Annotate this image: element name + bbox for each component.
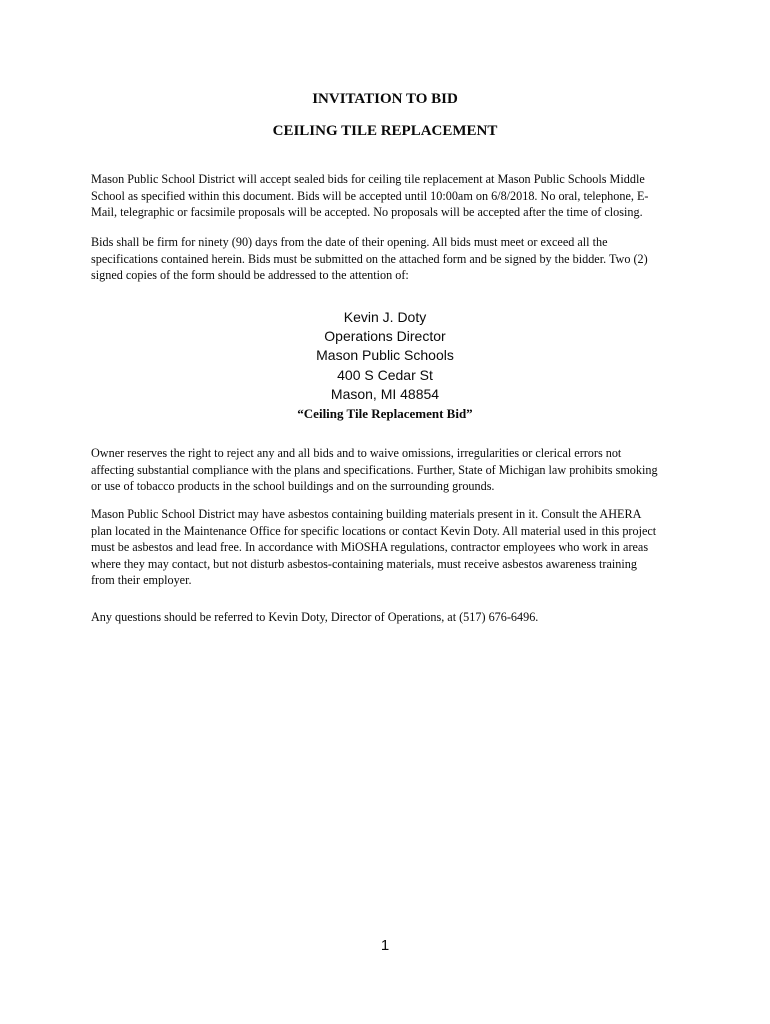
address-street: 400 S Cedar St xyxy=(337,366,433,383)
paragraph-owner-rights: Owner reserves the right to reject any and all bids and to waive omissions, irregularities or clerical errors not affecting substantial compliance with the plans and specifications. Further, State of Michigan law prohibits smoking or use of tobacco products in the school buildings and on the surrounding grounds. xyxy=(91,446,658,494)
paragraph-asbestos-notice: Mason Public School District may have asbestos containing building materials present in it. Consult the AHERA plan located in the Maintenance Office for specific locations or contact Kevin Doty. All material used in this project must be asbestos and lead free. In accordance with MiOSHA regulations, contractor employees who work in areas where they may contact, but not disturb asbestos-containing materials, must receive asbestos awareness training from their employer. xyxy=(91,507,657,588)
address-name: Kevin J. Doty xyxy=(343,309,427,325)
address-block xyxy=(0,308,770,423)
paragraph-bid-terms: Bids shall be firm for ninety (90) days from the date of their opening. All bids must meet or exceed all the specifications contained herein. Bids must be submitted on the attached form and be signed by the bidder. Two (2) signed copies of the form should be addressed to the attention of: xyxy=(91,235,648,283)
questions-contact-line: Any questions should be referred to Kevin Doty, Director of Operations, at (517) 676-6496. xyxy=(91,610,539,624)
address-city-state-zip: Mason, MI 48854 xyxy=(330,385,440,402)
page-number: 1 xyxy=(380,937,390,954)
bid-reference-label: “Ceiling Tile Replacement Bid” xyxy=(297,406,473,422)
document-title: INVITATION TO BID xyxy=(312,91,458,107)
address-organization: Mason Public Schools xyxy=(316,347,454,364)
paragraph-intro: Mason Public School District will accept sealed bids for ceiling tile replacement at Mason Public Schools Middle School as specified within this document. Bids will be accepted until 10:00am on 6/8/2018. No oral, telephone, E- Mail, telegraphic or facsimile proposals will be accepted. No proposals will be accepted after the time of closing. xyxy=(91,172,649,220)
document-subtitle: CEILING TILE REPLACEMENT xyxy=(272,123,498,139)
address-job-title: Operations Director xyxy=(324,328,446,345)
